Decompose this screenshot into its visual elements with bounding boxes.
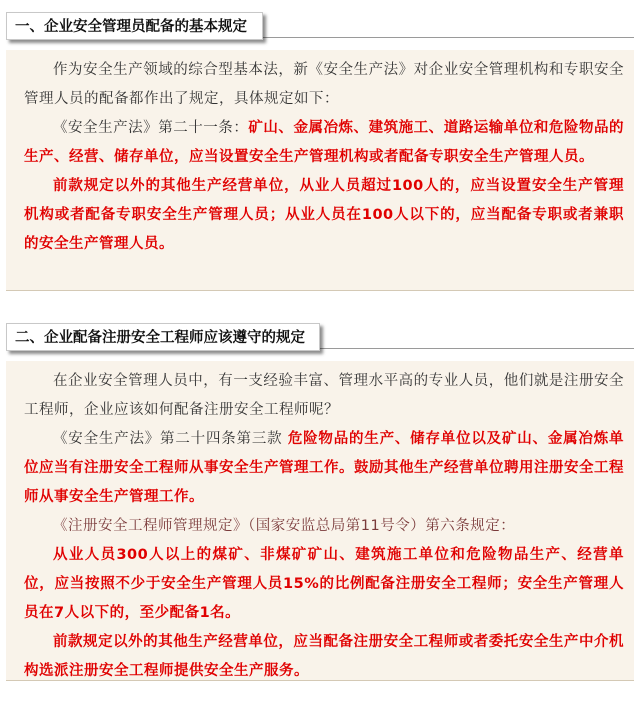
section-heading-text: 一、企业安全管理员配备的基本规定 [15, 19, 247, 35]
section-heading [6, 12, 263, 40]
regulation-citation: 《注册安全工程师管理规定》（国家安监总局第11号令）第六条规定： [53, 518, 516, 534]
section-body [6, 50, 634, 291]
highlighted-text: 从业人员300人以上的煤矿、非煤矿矿山、建筑施工单位和危险物品生产、经营单位，应当按照不少于安全生产管理人员15%的比例配备注册安全工程师；安全生产管理人员在7人以下的，至少配备1名。 [24, 547, 625, 621]
section-heading-text: 二、企业配备注册安全工程师应该遵守的规定 [15, 330, 305, 346]
section-body [6, 361, 634, 681]
paragraph-text: 在企业安全管理人员中，有一支经验丰富、管理水平高的专业人员，他们就是注册安全工程师，企业应该如何配备注册安全工程师呢？ [24, 373, 624, 418]
paragraph [24, 367, 624, 425]
law-citation: 《安全生产法》第二十一条： [53, 120, 249, 136]
paragraph [24, 172, 624, 259]
highlighted-text: 矿山、金属冶炼、建筑施工、道路运输单位和危险物品的生产、经营、储存单位，应当设置安全生产管理机构或者配备专职安全生产管理人员。 [24, 120, 625, 165]
paragraph-text: 作为安全生产领域的综合型基本法，新《安全生产法》对企业安全管理机构和专职安全管理人员的配备都作出了规定，具体规定如下： [24, 62, 624, 107]
section-heading [6, 323, 320, 351]
highlighted-text: 危险物品的生产、储存单位以及矿山、金属冶炼单位应当有注册安全工程师从事安全生产管理工作。鼓励其他生产经营单位聘用注册安全工程师从事安全生产管理工作。 [24, 431, 625, 505]
paragraph [24, 114, 624, 172]
highlighted-text: 前款规定以外的其他生产经营单位，从业人员超过100人的，应当设置安全生产管理机构或者配备专职安全生产管理人员；从业人员在100人以下的，应当配备专职或者兼职的安全生产管理人员。 [24, 178, 624, 252]
paragraph [24, 541, 624, 628]
law-citation: 《安全生产法》第二十四条第三款 [53, 431, 288, 447]
paragraph [24, 425, 624, 512]
highlighted-text: 前款规定以外的其他生产经营单位，应当配备注册安全工程师或者委托安全生产中介机构选派注册安全工程师提供安全生产服务。 [24, 634, 624, 679]
paragraph [24, 512, 624, 541]
paragraph [24, 628, 624, 686]
paragraph [24, 56, 624, 114]
